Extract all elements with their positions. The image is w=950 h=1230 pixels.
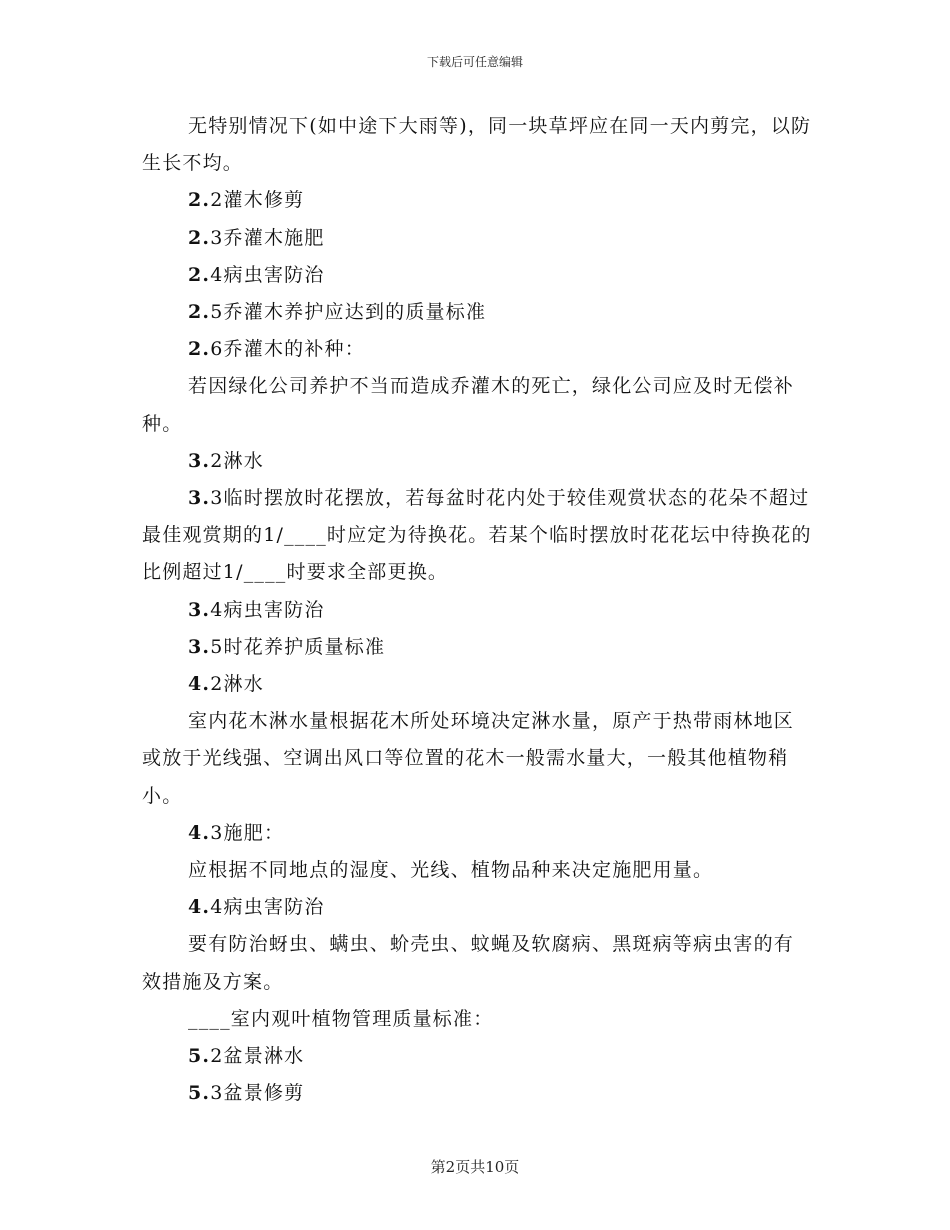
section-heading	[142, 480, 812, 592]
section-number: 3.	[188, 449, 211, 472]
section-number: 2.	[188, 338, 211, 361]
section-heading	[142, 592, 812, 629]
section-title: 4病虫害防治	[210, 896, 325, 919]
section-title: 4病虫害防治	[210, 598, 325, 621]
section-title: 5时花养护质量标准	[210, 635, 386, 658]
section-title: 5乔灌木养护应达到的质量标准	[210, 301, 487, 324]
section-number: 2.	[188, 226, 211, 249]
section-number: 3.	[188, 598, 211, 621]
section-heading	[142, 443, 812, 480]
section-heading	[142, 1038, 812, 1075]
section-heading	[142, 182, 812, 219]
section-heading	[142, 331, 812, 368]
section-heading	[142, 629, 812, 666]
section-number: 5.	[188, 1082, 211, 1105]
paragraph: 无特别情况下(如中途下大雨等)，同一块草坪应在同一天内剪完，以防生长不均。	[142, 115, 812, 175]
section-title: 2淋水	[210, 449, 264, 472]
section-heading	[142, 294, 812, 331]
section-number: 2.	[188, 189, 211, 212]
paragraph: ____室内观叶植物管理质量标准：	[188, 1007, 494, 1030]
page-footer: 第2页共10页	[430, 1158, 520, 1176]
paragraph: 若因绿化公司养护不当而造成乔灌木的死亡，绿化公司应及时无偿补种。	[142, 375, 795, 435]
section-title: 2灌木修剪	[210, 189, 305, 212]
paragraph: 室内花木淋水量根据花木所处环境决定淋水量，原产于热带雨林地区或放于光线强、空调出风口等位置的花木一般需水量大，一般其他植物稍小。	[142, 710, 795, 807]
section-number: 2.	[188, 263, 211, 286]
section-heading	[142, 1075, 812, 1112]
section-title: 3盆景修剪	[210, 1082, 305, 1105]
document-body	[142, 108, 812, 1112]
section-title: 6乔灌木的补种：	[210, 338, 365, 361]
section-title: 2盆景淋水	[210, 1045, 305, 1068]
section-number: 3.	[188, 635, 211, 658]
section-number: 4.	[188, 821, 211, 844]
section-heading	[142, 815, 812, 852]
paragraph: 应根据不同地点的湿度、光线、植物品种来决定施肥用量。	[188, 859, 714, 882]
page-header: 下载后可任意编辑	[426, 55, 523, 69]
section-number: 4.	[188, 673, 211, 696]
section-number: 2.	[188, 301, 211, 324]
section-heading	[142, 889, 812, 926]
section-heading	[142, 666, 812, 703]
paragraph: 要有防治蚜虫、螨虫、蚧壳虫、蚊蝇及软腐病、黑斑病等病虫害的有效措施及方案。	[142, 933, 795, 993]
section-heading	[142, 220, 812, 257]
section-title: 3施肥：	[210, 821, 285, 844]
section-number: 3.	[188, 487, 211, 510]
section-title: 2淋水	[210, 673, 264, 696]
section-number: 5.	[188, 1045, 211, 1068]
section-title: 4病虫害防治	[210, 263, 325, 286]
section-heading	[142, 257, 812, 294]
section-number: 4.	[188, 896, 211, 919]
section-title: 3临时摆放时花摆放，若每盆时花内处于较佳观赏状态的花朵不超过最佳观赏期的1/____时应定为待换花。若某个临时摆放时花花坛中待换花的比例超过1/____时要求全部更换。	[142, 487, 812, 584]
section-title: 3乔灌木施肥	[210, 226, 325, 249]
